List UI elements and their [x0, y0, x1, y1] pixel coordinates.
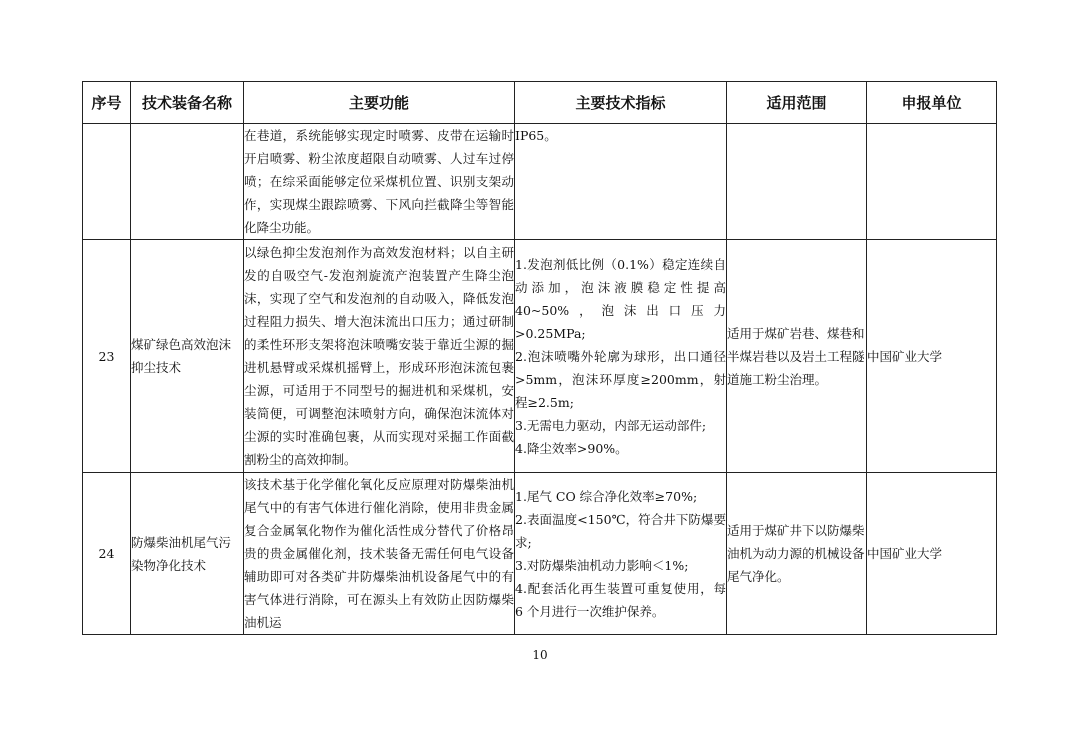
header-name: 技术装备名称 [131, 82, 244, 124]
row-unit [867, 124, 997, 240]
row-function: 在巷道，系统能够实现定时喷雾、皮带在运输时开启喷雾、粉尘浓度超限自动喷雾、人过车过停喷；在综采面能够定位采煤机位置、识别支架动作，实现煤尘跟踪喷雾、下风向拦截降尘等智能化降尘功能。 [244, 124, 515, 240]
table-row [83, 124, 997, 240]
row-name: 煤矿绿色高效泡沫抑尘技术 [131, 240, 244, 473]
spec-line: 2.表面温度<150℃，符合井下防爆要求; [515, 511, 726, 550]
tech-equipment-table [82, 81, 997, 635]
row-scope: 适用于煤矿岩巷、煤巷和半煤岩巷以及岩土工程隧道施工粉尘治理。 [727, 240, 867, 473]
header-num: 序号 [83, 82, 131, 124]
header-unit: 申报单位 [867, 82, 997, 124]
row-num [83, 124, 131, 240]
spec-line: 1.发泡剂低比例（0.1%）稳定连续自动添加，泡沫液膜稳定性提高40~50%，泡沫出口压力>0.25MPa; [515, 256, 726, 341]
header-specs: 主要技术指标 [515, 82, 727, 124]
row-num: 23 [83, 240, 131, 473]
row-num: 24 [83, 473, 131, 635]
row-scope [727, 124, 867, 240]
row-specs [515, 473, 727, 635]
table-row [83, 473, 997, 635]
table-row [83, 240, 997, 473]
spec-line: 2.泡沫喷嘴外轮廓为球形，出口通径>5mm，泡沫环厚度≥200mm，射程≥2.5m; [515, 348, 726, 410]
spec-line: 4.配套活化再生装置可重复使用，每 6 个月进行一次维护保养。 [515, 580, 726, 619]
page-number: 10 [532, 648, 548, 662]
row-unit: 中国矿业大学 [867, 473, 997, 635]
header-scope: 适用范围 [727, 82, 867, 124]
spec-line: 1.尾气 CO 综合净化效率≥70%; [515, 488, 698, 504]
table-header-row [83, 82, 997, 124]
row-scope: 适用于煤矿井下以防爆柴油机为动力源的机械设备尾气净化。 [727, 473, 867, 635]
header-function: 主要功能 [244, 82, 515, 124]
spec-line: 3.无需电力驱动，内部无运动部件; [515, 417, 707, 433]
row-function: 该技术基于化学催化氧化反应原理对防爆柴油机尾气中的有害气体进行催化消除，使用非贵金属复合金属氧化物作为催化活性成分替代了价格昂贵的贵金属催化剂，技术装备无需任何电气设备辅助即可对各类矿井防爆柴油机设备尾气中的有害气体进行消除，可在源头上有效防止因防爆柴油机运 [244, 473, 515, 635]
row-name [131, 124, 244, 240]
row-specs [515, 124, 727, 240]
spec-line: 4.降尘效率>90%。 [515, 440, 628, 456]
row-unit: 中国矿业大学 [867, 240, 997, 473]
spec-line: IP65。 [515, 128, 557, 143]
row-specs [515, 240, 727, 473]
row-function: 以绿色抑尘发泡剂作为高效发泡材料；以自主研发的自吸空气-发泡剂旋流产泡装置产生降尘泡沫，实现了空气和发泡剂的自动吸入，降低发泡过程阻力损失、增大泡沫流出口压力；通过研制的柔性环形支架将泡沫喷嘴安装于靠近尘源的掘进机悬臂或采煤机摇臂上，形成环形泡沫流包裹尘源，可适用于不同型号的掘进机和采煤机，安装简便，可调整泡沫喷射方向，确保泡沫流体对尘源的实时准确包裹，从而实现对采掘工作面截割粉尘的高效抑制。 [244, 240, 515, 473]
spec-line: 3.对防爆柴油机动力影响＜1%; [515, 557, 689, 573]
row-name: 防爆柴油机尾气污染物净化技术 [131, 473, 244, 635]
